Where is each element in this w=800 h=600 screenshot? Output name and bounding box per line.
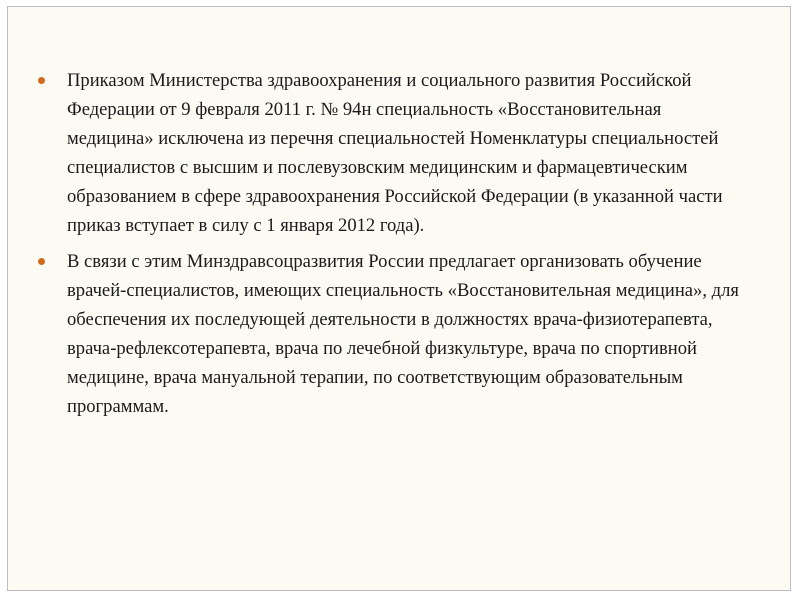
- bullet-item-2: [8, 247, 747, 422]
- bullet-text-2: В связи с этим Минздравсоцразвития России предлагает организовать обучение врачей-специалистов, имеющих специальность «Восстановительная медицина», для обеспечения их последующей деятельности в должностях врача-физиотерапевта, врача-рефлексотерапевта, врача по лечебной физкультуре, врача по спортивной медицине, врача мануальной терапии, по соответствующим образовательным программам.: [67, 250, 739, 418]
- bullet-list: [8, 66, 792, 427]
- bullet-text-1: Приказом Министерства здравоохранения и социального развития Российской Федерации от 9 февраля 2011 г. № 94н специальность «Восстановительная медицина» исключена из перечня специальностей Номенклатуры специальностей специалистов с высшим и послевузовским медицинским и фармацевтическим образованием в сфере здравоохранения Российской Федерации (в указанной части приказ вступает в силу с 1 января 2012 года).: [67, 70, 723, 237]
- slide: [7, 6, 791, 591]
- bullet-item-1: [8, 66, 747, 241]
- bullet-dot-icon: [38, 77, 45, 84]
- bullet-dot-icon: [38, 258, 45, 265]
